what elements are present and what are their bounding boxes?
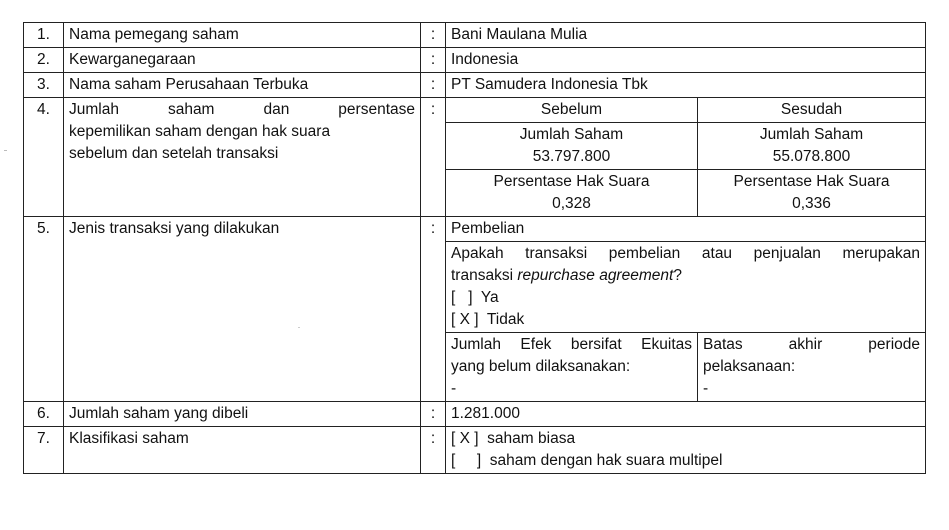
- colon: :: [421, 48, 446, 73]
- repo-question-line: [451, 265, 920, 287]
- row-number: 6.: [24, 402, 64, 427]
- unexecuted-equity-cell: [446, 333, 698, 402]
- after-pct-label: Persentase Hak Suara: [733, 173, 890, 190]
- deadline-value: -: [703, 380, 709, 397]
- option-tidak-checkbox: [ X ] Tidak: [451, 311, 525, 328]
- row-shareholder-name: [24, 23, 926, 48]
- before-shares-label: Jumlah Saham: [519, 126, 624, 143]
- before-shares-value: 53.797.800: [532, 148, 611, 165]
- field-value: 1.281.000: [446, 402, 926, 427]
- before-pct-cell: [446, 170, 698, 217]
- row-company-name: [24, 73, 926, 98]
- scan-speck: [4, 150, 7, 151]
- deadline-cell: [698, 333, 926, 402]
- classification-options: [446, 427, 926, 474]
- after-shares-cell: [698, 123, 926, 170]
- colon: :: [421, 217, 446, 402]
- field-value: PT Samudera Indonesia Tbk: [446, 73, 926, 98]
- row-ownership-header: [24, 98, 926, 123]
- row-number: 2.: [24, 48, 64, 73]
- after-shares-value: 55.078.800: [772, 148, 851, 165]
- field-label: Jenis transaksi yang dilakukan: [64, 217, 421, 402]
- row-shares-purchased: [24, 402, 926, 427]
- colon: :: [421, 427, 446, 474]
- field-label: Nama pemegang saham: [64, 23, 421, 48]
- unexecuted-value: -: [451, 380, 457, 397]
- shareholder-disclosure-table: [23, 22, 926, 474]
- label-line: sebelum dan setelah transaksi: [69, 145, 279, 162]
- field-value: Bani Maulana Mulia: [446, 23, 926, 48]
- repo-question-suffix: ?: [673, 267, 682, 284]
- after-shares-label: Jumlah Saham: [759, 126, 864, 143]
- row-number: 1.: [24, 23, 64, 48]
- row-number: 4.: [24, 98, 64, 217]
- row-share-classification: [24, 427, 926, 474]
- label-line: kepemilikan saham dengan hak suara: [69, 123, 331, 140]
- row-number: 7.: [24, 427, 64, 474]
- field-label: Nama saham Perusahaan Terbuka: [64, 73, 421, 98]
- after-pct-cell: [698, 170, 926, 217]
- option-ya-checkbox: [ ] Ya: [451, 289, 499, 306]
- field-label-ownership: [64, 98, 421, 217]
- repo-question-prefix: transaksi: [451, 267, 518, 284]
- repo-question-italic: repurchase agreement: [517, 267, 674, 284]
- field-value: Pembelian: [446, 217, 926, 242]
- unexecuted-label: Jumlah Efek bersifat Ekuitas: [451, 336, 692, 353]
- field-label: Jumlah saham yang dibeli: [64, 402, 421, 427]
- before-shares-cell: [446, 123, 698, 170]
- colon: :: [421, 73, 446, 98]
- option-multiple-voting-checkbox: [ ] saham dengan hak suara multipel: [451, 452, 723, 469]
- colon: :: [421, 402, 446, 427]
- row-number: 3.: [24, 73, 64, 98]
- deadline-label: Batas akhir periode: [703, 336, 921, 353]
- before-header: Sebelum: [446, 98, 698, 123]
- label-line: Jumlah saham dan persentase: [69, 101, 415, 118]
- before-pct-value: 0,328: [552, 195, 591, 212]
- after-header: Sesudah: [698, 98, 926, 123]
- field-label: Klasifikasi saham: [64, 427, 421, 474]
- deadline-label: pelaksanaan:: [703, 358, 796, 375]
- repo-question-line: Apakah transaksi pembelian atau penjualan merupakan: [451, 245, 921, 262]
- before-pct-label: Persentase Hak Suara: [493, 173, 650, 190]
- row-nationality: [24, 48, 926, 73]
- unexecuted-label: yang belum dilaksanakan:: [451, 358, 631, 375]
- option-common-share-checkbox: [ X ] saham biasa: [451, 430, 576, 447]
- row-transaction-type: [24, 217, 926, 242]
- after-pct-value: 0,336: [792, 195, 831, 212]
- field-value: Indonesia: [446, 48, 926, 73]
- row-number: 5.: [24, 217, 64, 402]
- colon: :: [421, 23, 446, 48]
- repo-question-cell: [446, 242, 926, 333]
- colon: :: [421, 98, 446, 217]
- field-label: Kewarganegaraan: [64, 48, 421, 73]
